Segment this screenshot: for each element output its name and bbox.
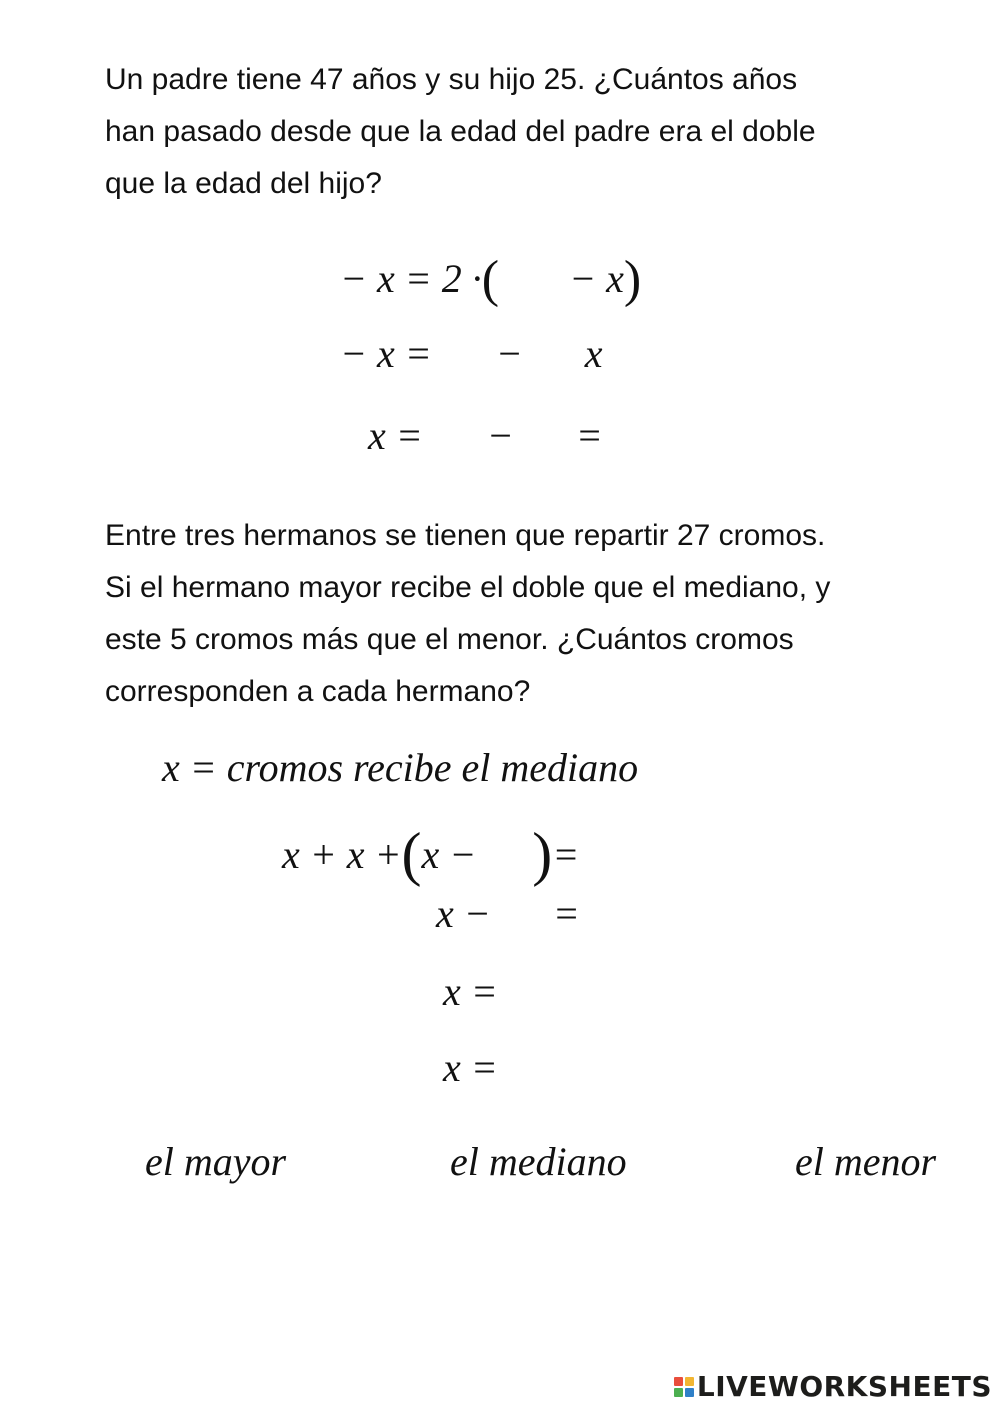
minus-sign: − (495, 331, 523, 376)
equals-sign: = (552, 832, 580, 877)
logo-square (685, 1377, 694, 1386)
problem-2-line: este 5 cromos más que el menor. ¿Cuántos cromos (105, 623, 794, 656)
equation-part: x = (368, 413, 423, 458)
equals-sign: = (575, 413, 603, 458)
equation-part: − x = (340, 331, 432, 376)
problem-2-definition: x = cromos recibe el mediano (162, 745, 639, 790)
problem-2-line: corresponden a cada hermano? (105, 675, 531, 708)
logo-mark-icon (674, 1377, 694, 1397)
variable: x (584, 331, 603, 376)
answer-mayor-label: el mayor (145, 1139, 287, 1184)
equals-sign: = (552, 891, 580, 936)
close-paren: ) (532, 821, 553, 887)
problem-2-equation-3: x = (443, 969, 498, 1014)
close-paren: ) (623, 251, 642, 308)
liveworksheets-logo (674, 1370, 992, 1403)
problem-2-line: Entre tres hermanos se tienen que repartir 27 cromos. (105, 519, 826, 552)
problem-1-line: han pasado desde que la edad del padre era el doble (105, 115, 816, 148)
equation-part: − x = 2 · (340, 256, 482, 301)
problem-1-text (105, 54, 965, 210)
logo-square (674, 1388, 683, 1397)
problem-1-line: Un padre tiene 47 años y su hijo 25. ¿Cuántos años (105, 63, 798, 96)
problem-2-equation-2 (436, 891, 580, 936)
equation-part: x − (436, 891, 491, 936)
logo-text: LIVEWORKSHEETS (696, 1370, 992, 1403)
problem-1-equation-2 (340, 331, 603, 376)
problem-2-line: Si el hermano mayor recibe el doble que el mediano, y (105, 571, 831, 604)
problem-1-equation-1 (340, 250, 642, 308)
minus-sign: − (486, 413, 514, 458)
equation-part: − x (569, 256, 624, 301)
answer-menor-label: el menor (795, 1139, 937, 1184)
open-paren: ( (481, 251, 500, 308)
problem-1-line: que la edad del hijo? (105, 167, 382, 200)
logo-square (674, 1377, 683, 1386)
answer-mediano-label: el mediano (450, 1139, 627, 1184)
equation-part: x + x + (282, 832, 402, 877)
problem-2-equation-1 (282, 818, 580, 887)
problem-1-equation-3 (368, 413, 603, 458)
problem-2-equation-4: x = (443, 1045, 498, 1090)
logo-square (685, 1388, 694, 1397)
problem-2-text (105, 510, 965, 718)
equation-part: x − (421, 832, 477, 877)
open-paren: ( (401, 821, 422, 887)
